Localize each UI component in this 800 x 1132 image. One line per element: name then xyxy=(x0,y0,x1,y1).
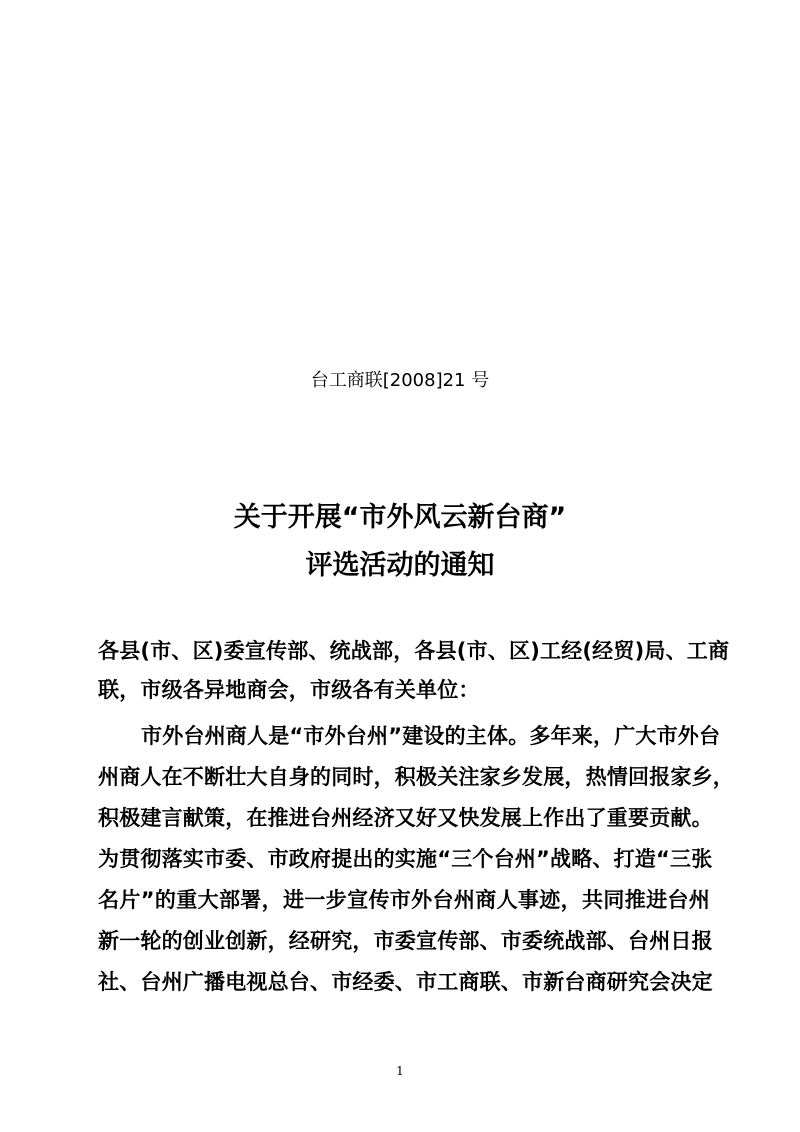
addressee-line-1: 各县(市、区)委宣传部、统战部，各县(市、区)工经(经贸)局、工商 xyxy=(98,639,730,663)
page-number: 1 xyxy=(396,1064,404,1078)
body-line: 为贯彻落实市委、市政府提出的实施“三个台州”战略、打造“三张 xyxy=(98,847,713,871)
body-line: 积极建言献策，在推进台州经济又好又快发展上作出了重要贡献。 xyxy=(98,806,713,830)
body-line: 州商人在不断壮大自身的同时，积极关注家乡发展，热情回报家乡， xyxy=(98,765,734,789)
body-line: 市外台州商人是“市外台州”建设的主体。多年来，广大市外台 xyxy=(141,724,721,748)
body-line: 新一轮的创业创新，经研究，市委宣传部、市委统战部、台州日报 xyxy=(98,929,713,953)
title-line-2: 评选活动的通知 xyxy=(305,550,495,581)
addressee-line-2: 联，市级各异地商会，市级各有关单位： xyxy=(98,678,480,702)
body-line: 社、台州广播电视总台、市经委、市工商联、市新台商研究会决定 xyxy=(98,970,713,994)
document-number: 台工商联[2008]21 号 xyxy=(310,370,490,391)
title-line-1: 关于开展“市外风云新台商” xyxy=(233,502,567,533)
body-line: 名片”的重大部署，进一步宣传市外台州商人事迹，共同推进台州 xyxy=(98,888,710,912)
